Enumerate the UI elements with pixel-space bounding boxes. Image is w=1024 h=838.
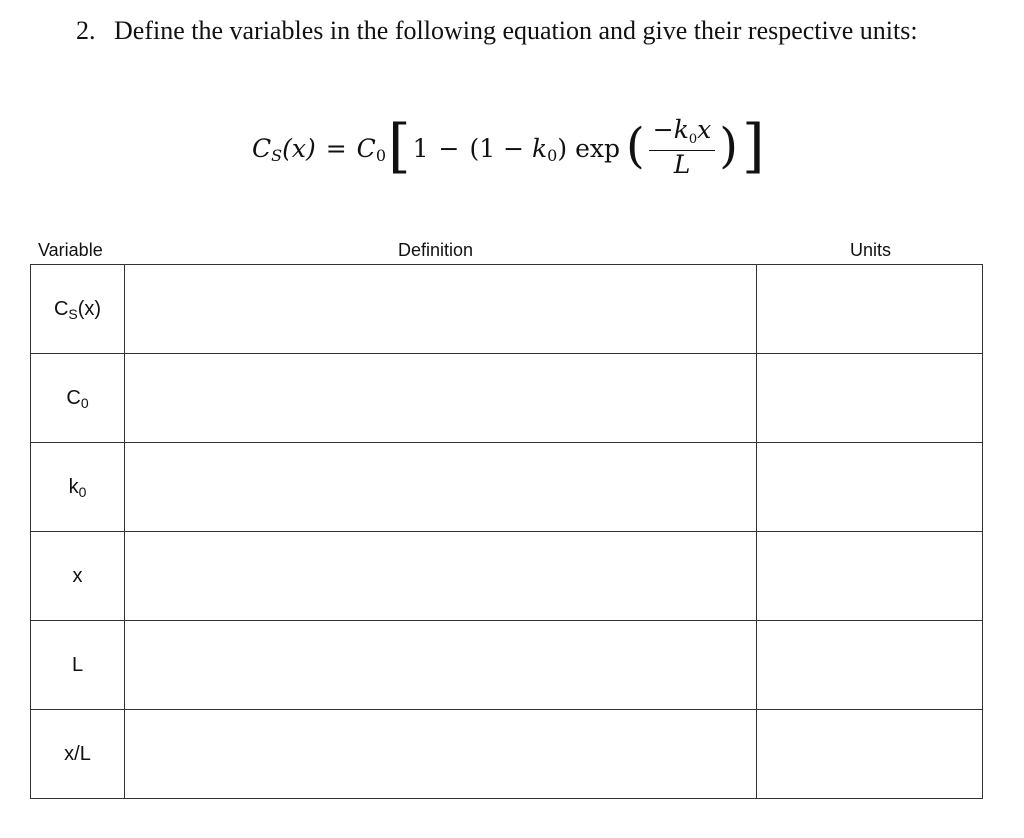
eq-lhs-arg: (x)	[282, 133, 316, 163]
units-cell[interactable]	[757, 710, 983, 799]
question-text: Define the variables in the following equation and give their respective units:	[114, 16, 918, 45]
variable-cell	[31, 265, 125, 354]
variable-cell	[31, 354, 125, 443]
eq-frac-denominator: L	[673, 150, 691, 179]
eq-open-bracket: [	[388, 112, 411, 180]
definition-cell[interactable]	[125, 443, 757, 532]
variable-cell	[31, 621, 125, 710]
eq-frac-k: k	[673, 115, 689, 144]
units-cell[interactable]	[757, 265, 983, 354]
eq-k0-subscript: 0	[547, 145, 558, 165]
eq-frac-minus: −	[652, 115, 674, 144]
variable-main: L	[71, 653, 84, 676]
definition-cell[interactable]	[125, 710, 757, 799]
equation	[252, 108, 767, 188]
eq-paren-close: )	[557, 133, 568, 163]
variable-cell	[31, 443, 125, 532]
variable-subscript: S	[68, 305, 78, 322]
table-row	[31, 354, 983, 443]
definition-cell[interactable]	[125, 621, 757, 710]
table-row	[31, 443, 983, 532]
variable-subscript: 0	[80, 394, 89, 411]
table-row	[31, 621, 983, 710]
definition-cell[interactable]	[125, 532, 757, 621]
eq-k0-symbol: k	[532, 133, 548, 163]
question-prompt	[76, 12, 976, 50]
definition-cell[interactable]	[125, 265, 757, 354]
header-definition: Definition	[398, 240, 474, 260]
variables-table	[30, 264, 983, 799]
units-cell[interactable]	[757, 532, 983, 621]
variable-cell	[31, 532, 125, 621]
variable-subscript: 0	[78, 483, 87, 500]
eq-frac-k-sub: 0	[688, 132, 698, 147]
units-cell[interactable]	[757, 443, 983, 532]
header-units: Units	[850, 240, 892, 260]
table-row	[31, 710, 983, 799]
variable-cell	[31, 710, 125, 799]
variable-main: C	[53, 297, 69, 320]
eq-c0-subscript: 0	[375, 145, 386, 165]
eq-one: 1	[412, 133, 429, 163]
table-row	[31, 532, 983, 621]
eq-lhs-symbol: C	[252, 133, 272, 163]
definition-cell[interactable]	[125, 354, 757, 443]
units-cell[interactable]	[757, 354, 983, 443]
eq-frac-numerator	[649, 117, 716, 151]
eq-frac-x: x	[697, 115, 712, 144]
eq-lhs-subscript: S	[271, 145, 283, 165]
variable-main: C	[66, 386, 81, 409]
eq-big-paren-close: )	[719, 118, 738, 174]
variable-main: x/L	[64, 742, 91, 765]
eq-exp: exp	[575, 133, 621, 163]
eq-paren-open: (1 −	[469, 133, 525, 163]
header-variable: Variable	[38, 240, 103, 260]
variable-tail: (x)	[77, 297, 102, 320]
question-number: 2.	[76, 16, 96, 45]
table-row	[31, 265, 983, 354]
variable-main: k	[68, 475, 79, 498]
eq-minus: −	[438, 133, 460, 163]
eq-close-bracket: ]	[742, 112, 765, 180]
eq-c0-symbol: C	[356, 133, 376, 163]
eq-big-paren-open: (	[626, 118, 645, 174]
eq-fraction	[649, 117, 716, 179]
variable-main: x	[72, 564, 83, 587]
eq-equals: =	[325, 133, 347, 163]
units-cell[interactable]	[757, 621, 983, 710]
